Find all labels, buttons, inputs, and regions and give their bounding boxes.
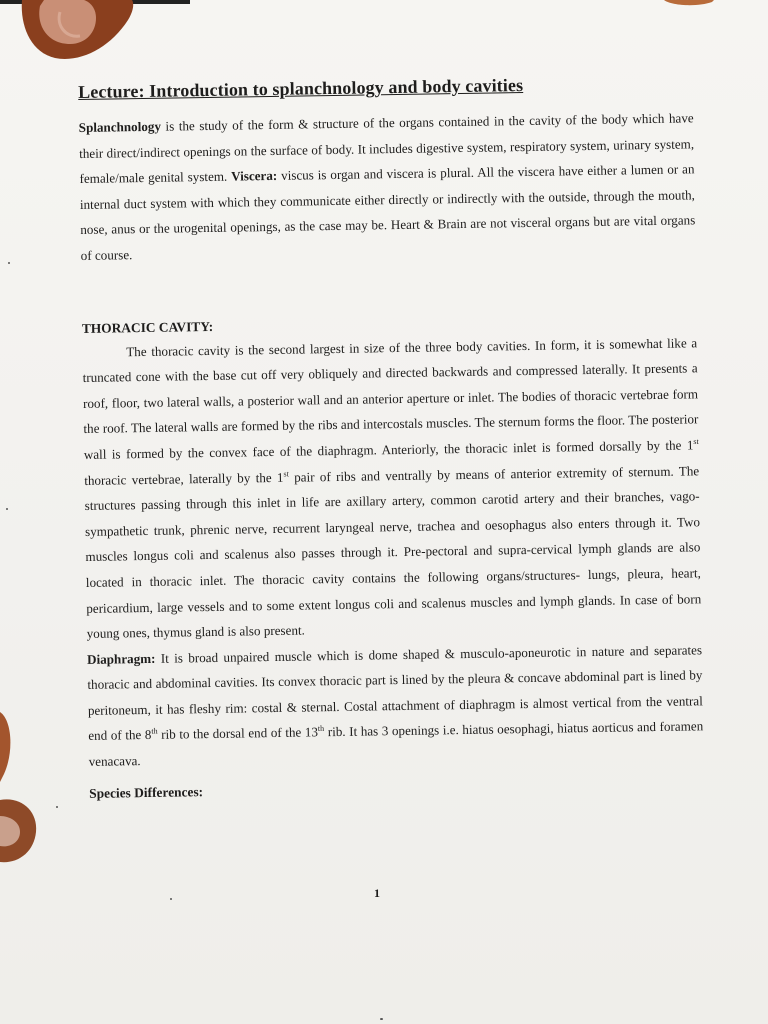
superscript: st bbox=[693, 436, 699, 446]
thoracic-heading-text: THORACIC CAVITY: bbox=[81, 318, 214, 336]
thumb-top-left bbox=[0, 0, 190, 70]
thoracic-paragraph bbox=[82, 330, 702, 647]
term-viscera: Viscera: bbox=[231, 168, 278, 184]
diaphragm-text-1: It is broad unpaired muscle which is dome shaped & musculo-aponeurotic in nature and separates thoracic and abdominal cavities. Its convex thoracic part is lined by the pleura & concave abdominal part is lined by peritoneum, it has fleshy rim: costal & sternal. Costal attachment of diaphragm is almost vertical from the ventral end of the 8 bbox=[87, 641, 703, 744]
lecture-title bbox=[78, 72, 693, 103]
species-differences-heading bbox=[89, 774, 704, 804]
finger-left-middle bbox=[0, 712, 20, 782]
intro-text-1: is the study of the form & structure of the organs contained in the cavity of the body which have their direct/indirect openings on the surface of body. It includes digestive system, respiratory system, urinary system, female/male genital system. bbox=[78, 110, 695, 187]
superscript: th bbox=[151, 726, 158, 737]
lecture-title-text: Lecture: Introduction to splanchnology and body cavities bbox=[78, 75, 524, 102]
species-heading-text: Species Differences: bbox=[89, 783, 204, 801]
term-splanchnology: Splanchnology bbox=[78, 118, 162, 135]
diaphragm-paragraph bbox=[87, 637, 704, 775]
speck bbox=[380, 1018, 383, 1020]
thoracic-text-3: pair of ribs and ventrally by means of anterior extremity of sternum. The structures passing through this inlet in life are axillary artery, common carotid artery and their branches, vago-sympathetic trunk, phrenic nerve, recurrent laryngeal nerve, trachea and oesophagus also enters through it. Two muscles longus coli and scalenus also passes through it. Pre-pectoral and supra-cervical lymph glands are also located in thoracic inlet. The thoracic cavity contains the following organs/structures- lungs, pleura, heart, pericardium, large vessels and to some extent longus coli and scalenus muscles and lymph glands. In case of born young ones, thymus gland is also present. bbox=[84, 462, 702, 642]
superscript: th bbox=[317, 724, 325, 734]
term-diaphragm: Diaphragm: bbox=[86, 650, 156, 667]
thumb-top-right bbox=[650, 0, 768, 12]
finger-left-lower bbox=[0, 796, 44, 868]
diaphragm-text-3: rib. It has 3 openings i.e. hiatus oesophagi, hiatus aorticus and foramen venacava. bbox=[88, 718, 704, 769]
speck bbox=[170, 898, 172, 900]
speck bbox=[56, 806, 58, 808]
diaphragm-text-2: rib to the dorsal end of the 13 bbox=[157, 724, 319, 743]
speck bbox=[8, 262, 10, 264]
speck bbox=[6, 508, 8, 510]
intro-text-2: viscus is organ and viscera is plural. All the viscera have either a lumen or an internal duct system with which they communicate either directly or indirectly with the outside, through the mouth, nose, anus or the urogenital openings, as the case may be. Heart & Brain are not visceral organs but are vital organs of course. bbox=[79, 161, 696, 263]
page-number: 1 bbox=[374, 886, 380, 900]
superscript: st bbox=[283, 468, 289, 478]
intro-paragraph bbox=[79, 105, 696, 268]
document-body bbox=[78, 72, 704, 803]
thoracic-text-2: thoracic vertebrae, laterally by the 1 bbox=[84, 469, 284, 488]
thoracic-text-1: The thoracic cavity is the second largest in size of the three body cavities. In form, it is somewhat like a truncated cone with the base cut off very obliquely and directed backwards and compressed laterally. It presents a roof, floor, two lateral walls, a posterior wall and an anterior aperture or inlet. The bodies of thoracic vertebrae form the roof. The lateral walls are formed by the ribs and intercostals muscles. The sternum forms the floor. The posterior wall is formed by the convex face of the diaphragm. Anteriorly, the thoracic inlet is formed dorsally by the 1 bbox=[82, 334, 699, 462]
